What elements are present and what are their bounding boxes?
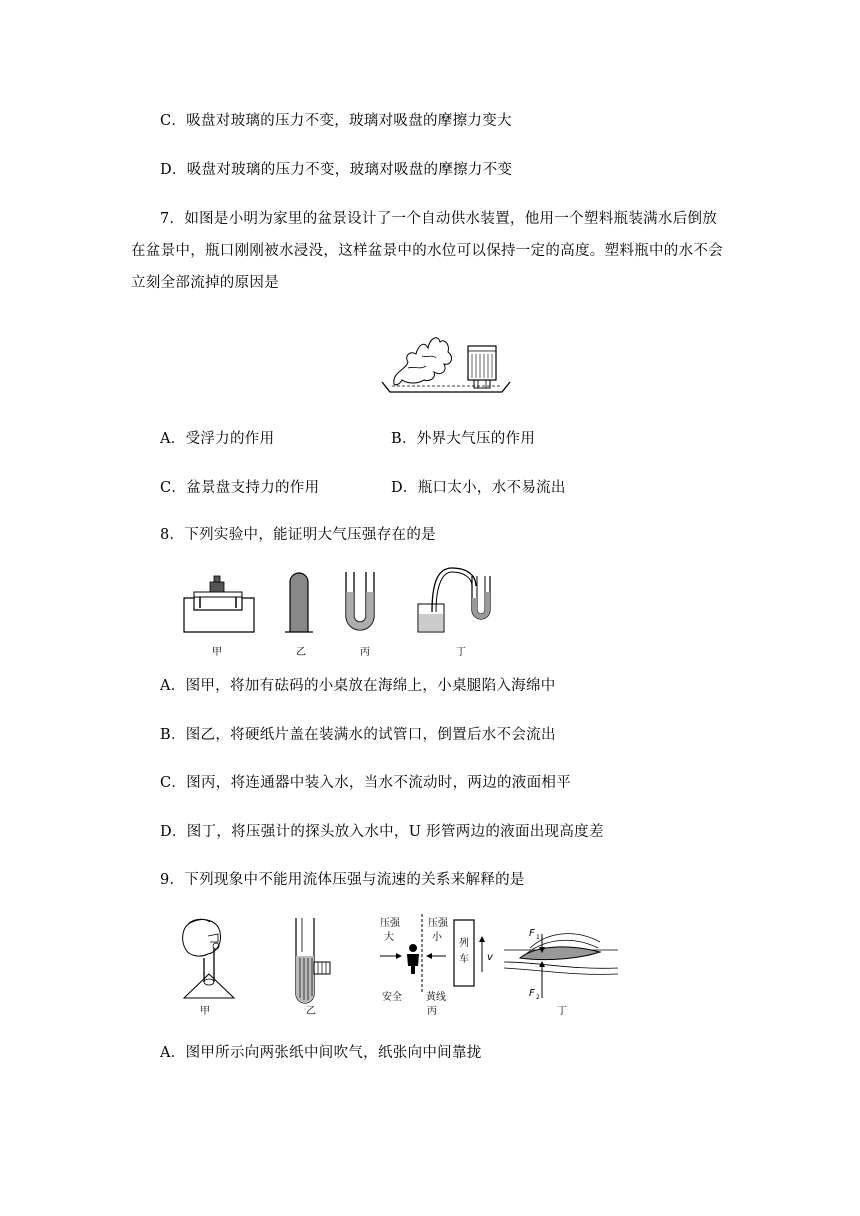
q9-fig-b-tube (296, 918, 330, 1003)
q8-fig-b-test-tube (285, 573, 313, 632)
bonsai-water-supply-figure (378, 326, 512, 396)
q9-caption-b: 乙 (306, 1006, 316, 1017)
q9-c-label-right-top: 压强 (428, 918, 448, 929)
q8-caption-a: 甲 (212, 647, 222, 658)
q8-option-c: C．图丙，将连通器中装入水，当水不流动时，两边的液面相平 (160, 775, 571, 791)
q8-fig-c-connected-vessels (346, 572, 374, 630)
q9-caption-a: 甲 (200, 1006, 210, 1017)
q9-c-train-char1: 列 (459, 938, 469, 949)
q9-caption-c: 丙 (427, 1006, 437, 1017)
q9-phenomena-figure (170, 912, 630, 1012)
q8-fig-a-table-sponge (184, 576, 254, 632)
q9-d-f2: F (529, 988, 535, 999)
q9-c-label-right-bottom: 小 (432, 932, 442, 943)
q7-stem-line2: 在盆景中，瓶口刚刚被水浸没，这样盆景中的水位可以保持一定的高度。塑料瓶中的水不会 (131, 243, 723, 259)
q8-option-d: D．图丁，将压强计的探头放入水中，U 形管两边的液面出现高度差 (160, 824, 604, 840)
q9-fig-a-blowing-paper (183, 919, 234, 998)
q8-caption-d: 丁 (456, 647, 466, 658)
q7-stem-line1: 7．如图是小明为家里的盆景设计了一个自动供水装置，他用一个塑料瓶装满水后倒放 (160, 211, 718, 227)
q9-c-label-left-top: 压强 (380, 918, 400, 929)
q9-d-f2-sub: 2 (536, 994, 540, 1001)
q9-d-f1-sub: 1 (536, 934, 540, 941)
q8-stem: 8．下列实验中，能证明大气压强存在的是 (160, 527, 436, 543)
q7-option-b: B．外界大气压的作用 (391, 431, 536, 447)
q6-option-d: D．吸盘对玻璃的压力不变，玻璃对吸盘的摩擦力不变 (160, 162, 513, 178)
q9-c-train-char2: 车 (459, 954, 469, 965)
q8-experiments-figure (180, 562, 510, 636)
q9-fig-c-train-platform (380, 914, 494, 1003)
q8-option-b: B．图乙，将硬纸片盖在装满水的试管口，倒置后水不会流出 (160, 727, 556, 743)
q9-d-f1: F (529, 928, 535, 939)
q7-option-c: C．盆景盘支持力的作用 (160, 480, 320, 496)
q8-caption-b: 乙 (296, 647, 306, 658)
q9-option-a: A．图甲所示向两张纸中间吹气，纸张向中间靠拢 (160, 1045, 482, 1061)
q9-fig-d-airfoil (504, 928, 618, 1001)
q6-option-c: C．吸盘对玻璃的压力不变，玻璃对吸盘的摩擦力变大 (160, 113, 512, 129)
q7-option-d: D．瓶口太小，水不易流出 (391, 480, 566, 496)
q9-c-velocity: v (487, 952, 493, 963)
q8-option-a: A．图甲，将加有砝码的小桌放在海绵上，小桌腿陷入海绵中 (160, 678, 556, 694)
q9-c-label-yellow-line: 黄线 (426, 992, 446, 1003)
q9-c-label-safe: 安全 (382, 992, 402, 1003)
q9-caption-d: 丁 (557, 1006, 567, 1017)
q9-stem: 9．下列现象中不能用流体压强与流速的关系来解释的是 (160, 872, 525, 888)
q7-stem-line3: 立刻全部流掉的原因是 (131, 275, 279, 291)
q8-fig-d-pressure-gauge (418, 568, 490, 632)
q9-c-label-left-bottom: 大 (384, 932, 394, 943)
q8-caption-c: 丙 (360, 647, 370, 658)
q7-option-a: A．受浮力的作用 (160, 431, 275, 447)
